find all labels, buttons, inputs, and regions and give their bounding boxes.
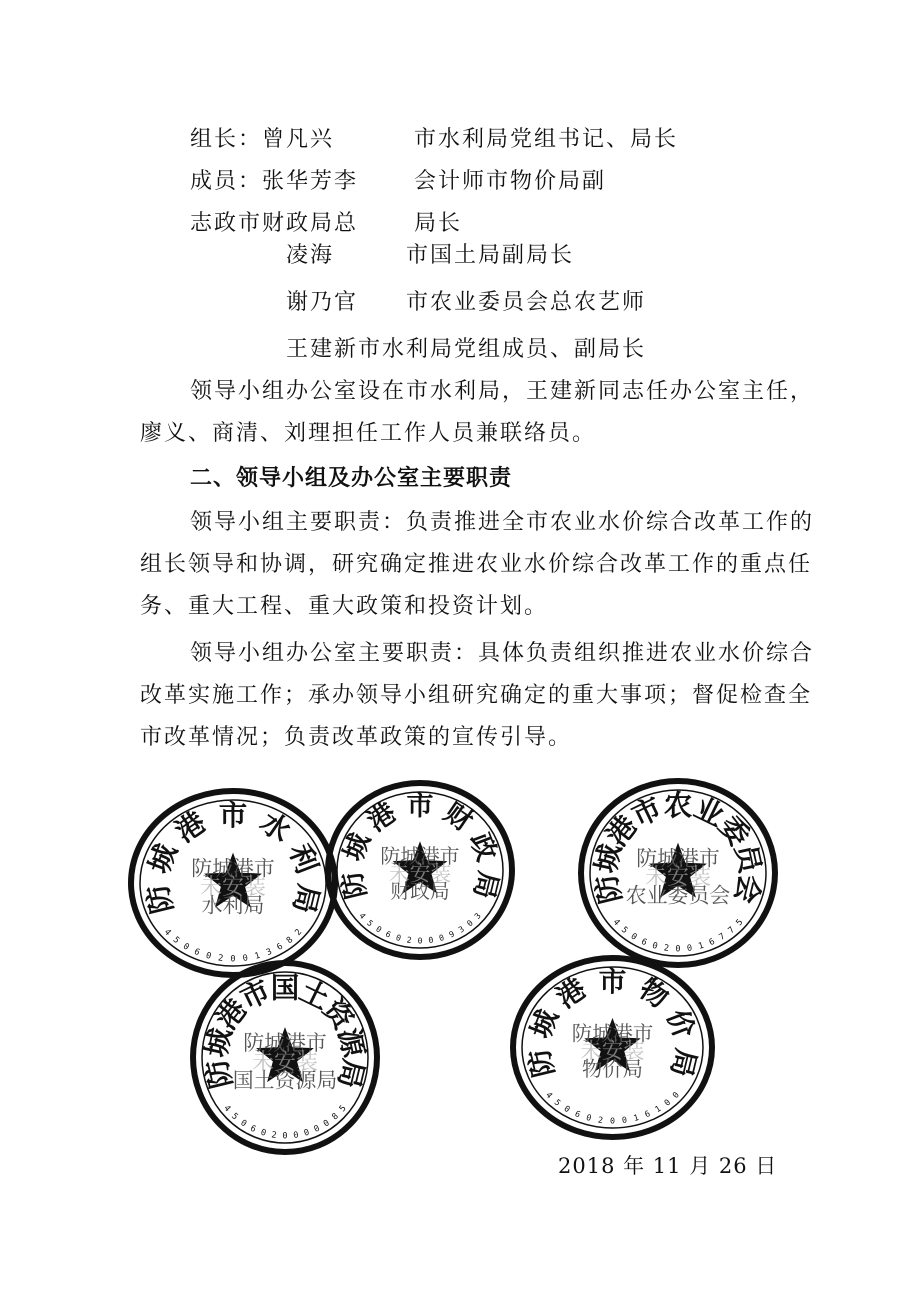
seal-ring-char: 城	[589, 841, 628, 876]
seal-overlay-bottom: 财政局	[390, 879, 450, 903]
seal-land-resources-bureau	[190, 960, 380, 1155]
seal-graphic	[128, 788, 338, 978]
seal-ring-char: 国	[270, 971, 300, 1005]
seal-finance-bureau	[325, 780, 515, 960]
seal-ring-char: 员	[728, 841, 767, 876]
signature-date: 2018 年 11 月 26 日	[558, 1154, 778, 1178]
office-line-1: 领导小组办公室设在市水利局，王建新同志任办公室主任，	[190, 379, 815, 404]
duty-p1-line-3: 务、重大工程、重大政策和投资计划。	[140, 594, 549, 619]
roster-line3-right: 局长	[414, 211, 463, 236]
seal-serial-char: 0	[628, 931, 639, 943]
seal-graphic	[510, 955, 715, 1140]
office-line-2: 廖义、商清、刘理担任工作人员兼联络员。	[140, 421, 597, 446]
seal-serial-char: 0	[621, 1114, 628, 1126]
seal-ring-char: 业	[689, 790, 730, 834]
seal-serial-char: 7	[726, 925, 737, 936]
seal-ring-char: 城	[523, 1004, 565, 1043]
seal-serial-char: 1	[253, 950, 262, 962]
seal-serial-char: 0	[242, 953, 249, 965]
seal-serial-char: 5	[229, 1111, 240, 1123]
seal-serial-char: 0	[282, 1131, 288, 1142]
seal-serial-char: 6	[248, 1123, 258, 1135]
seal-serial-char: 4	[543, 1089, 555, 1101]
seal-watermark: 未安装	[252, 1049, 318, 1075]
seal-ring-char: 水	[254, 805, 297, 849]
seal-water-bureau	[128, 788, 338, 978]
seal-ring-char: 市	[598, 965, 627, 999]
roster-line3-left: 志政市财政局总	[190, 211, 359, 236]
seal-ring-char: 市	[235, 973, 276, 1016]
member-line-wangjianxin: 王建新市水利局党组成员、副局长	[286, 337, 647, 362]
seal-overlay-top: 防城港市	[380, 845, 460, 869]
seal-ring-char: 市	[626, 790, 667, 834]
seal-watermark: 未安装	[200, 875, 266, 901]
seal-serial-char: 0	[562, 1103, 573, 1115]
seal-serial-char: 7	[717, 931, 728, 943]
seal-serial-char: 1	[632, 1111, 640, 1124]
seal-watermark: 未安装	[580, 1039, 645, 1065]
seal-ring-char: 局	[286, 881, 326, 917]
seal-serial-char: 0	[417, 935, 423, 946]
seal-ring-char: 防	[589, 871, 629, 907]
duty-p1-line-2: 组长领导和协调，研究确定推进农业水价综合改革工作的重点任	[140, 552, 813, 577]
seal-ring-char: 局	[664, 1045, 703, 1081]
seal-serial-char: 0	[302, 1127, 311, 1139]
seal-ring-char: 价	[660, 1004, 702, 1043]
seal-serial-char: 0	[609, 1115, 616, 1126]
member-title-linghai: 市国土局副局长	[406, 243, 575, 268]
seal-serial-char: 0	[321, 1118, 332, 1130]
seal-serial-char: 0	[662, 1096, 673, 1108]
seal-serial-char: 1	[697, 940, 706, 952]
seal-ring-char: 资	[316, 993, 360, 1036]
seal-serial-char: 0	[312, 1123, 322, 1135]
seal-graphic	[325, 780, 515, 960]
seal-graphic	[578, 778, 778, 968]
seal-ring-char: 港	[362, 797, 402, 838]
duty-p2-line-1: 领导小组办公室主要职责：具体负责组织推进农业水价综合	[190, 641, 815, 666]
seal-overlay-top: 防城港市	[571, 1021, 654, 1046]
seal-serial-char: 2	[406, 934, 413, 946]
seal-serial-char: 0	[437, 932, 446, 944]
seal-serial-char: 4	[161, 927, 173, 938]
seal-overlay-bottom: 物价局	[581, 1057, 644, 1082]
seal-serial-char: 4	[357, 910, 368, 921]
seal-ring-char: 防	[336, 868, 373, 902]
seal-serial-char: 3	[472, 910, 483, 921]
seal-serial-char: 2	[663, 943, 670, 955]
seal-serial-char: 6	[275, 941, 285, 953]
seal-serial-char: 0	[585, 1111, 593, 1124]
seal-watermark: 未安装	[645, 865, 711, 891]
seal-ring-char: 防	[140, 881, 180, 917]
seal-serial-char: 0	[650, 940, 659, 952]
seal-serial-char: 0	[230, 954, 236, 965]
seal-serial-char: 5	[337, 1103, 349, 1115]
leader-label: 组长：曾凡兴	[190, 127, 335, 152]
seal-serial-char: 5	[552, 1096, 563, 1108]
duty-p1-line-1: 领导小组主要职责：负责推进全市农业水价综合改革工作的	[190, 510, 815, 535]
duty-p2-line-2: 改革实施工作；承办领导小组研究确定的重大事项；督促检查全	[140, 683, 813, 708]
seal-serial-char: 4	[221, 1103, 233, 1115]
seal-serial-char: 2	[597, 1114, 604, 1126]
seal-serial-char: 0	[238, 1118, 249, 1130]
seal-serial-char: 8	[330, 1111, 341, 1123]
seal-overlay-top: 防城港市	[636, 846, 720, 871]
seal-agriculture-committee	[578, 778, 778, 968]
seal-ring-char: 港	[210, 993, 254, 1036]
seal-serial-char: 0	[181, 941, 191, 953]
member-title: 会计师市物价局副	[414, 169, 607, 194]
seal-ring-char: 财	[438, 797, 478, 838]
seal-overlay-top: 防城港市	[191, 856, 275, 881]
seal-serial-char: 0	[204, 950, 213, 962]
seal-serial-char: 6	[192, 946, 202, 959]
member-label: 成员：张华芳李	[190, 169, 359, 194]
seal-serial-char: 0	[259, 1127, 268, 1139]
seal-ring-char: 农	[663, 788, 693, 822]
seal-serial-char: 0	[427, 934, 434, 946]
seal-serial-char: 6	[639, 936, 649, 949]
member-name-linghai: 凌海	[286, 243, 335, 268]
seal-serial-char: 9	[447, 928, 456, 940]
seal-serial-char: 3	[456, 923, 466, 935]
seal-serial-char: 2	[293, 927, 305, 938]
seal-ring-char: 利	[282, 839, 324, 878]
seal-ring-char: 城	[337, 829, 377, 866]
seal-serial-char: 5	[619, 925, 630, 936]
seal-serial-char: 0	[464, 917, 475, 929]
member-name-xienaiguan: 谢乃官	[286, 290, 359, 315]
seal-ring-char: 城	[142, 839, 184, 878]
seal-ring-char: 港	[169, 805, 212, 849]
seal-serial-char: 3	[264, 946, 274, 959]
seal-serial-char: 0	[394, 932, 403, 944]
member-title-xienaiguan: 市农业委员会总农艺师	[406, 290, 647, 315]
seal-ring-char: 源	[331, 1025, 371, 1061]
seal-serial-char: 4	[610, 917, 622, 928]
seal-serial-char: 5	[734, 917, 746, 928]
seal-ring-char: 局	[467, 868, 504, 902]
seal-serial-char: 0	[374, 923, 384, 935]
seal-serial-char: 6	[384, 928, 393, 940]
seal-ring-char: 港	[550, 971, 592, 1015]
seal-serial-char: 1	[652, 1103, 663, 1115]
seal-ring-char: 城	[199, 1025, 239, 1061]
seal-price-bureau	[510, 955, 715, 1140]
seal-serial-char: 2	[217, 953, 224, 965]
seal-ring-char: 防	[199, 1056, 239, 1092]
seal-overlay-bottom: 农业委员会	[625, 883, 731, 908]
seal-serial-char: 0	[675, 944, 681, 955]
seal-serial-char: 8	[284, 935, 296, 946]
seal-serial-char: 6	[707, 936, 717, 949]
seal-serial-char: 2	[270, 1130, 278, 1142]
seal-ring-char: 会	[727, 871, 767, 907]
seal-serial-char: 0	[686, 943, 693, 955]
seal-ring-char: 土	[294, 973, 335, 1016]
seal-serial-char: 6	[642, 1108, 652, 1120]
seal-ring-char: 市	[406, 790, 434, 822]
seal-ring-char: 港	[600, 809, 644, 853]
seal-serial-char: 0	[292, 1130, 300, 1142]
seal-graphic	[190, 960, 380, 1155]
seal-ring-char: 市	[218, 798, 248, 832]
seal-serial-char: 5	[365, 917, 376, 929]
seal-serial-char: 6	[573, 1108, 583, 1120]
leader-title: 市水利局党组书记、局长	[414, 127, 679, 152]
seal-overlay-bottom: 水利局	[201, 893, 265, 918]
seal-ring-char: 委	[712, 809, 756, 853]
seal-watermark: 未安装	[388, 861, 452, 886]
seal-serial-char: 0	[670, 1089, 682, 1101]
seal-overlay-top: 防城港市	[243, 1030, 327, 1055]
seal-ring-char: 防	[522, 1045, 561, 1081]
seal-ring-char: 物	[633, 971, 675, 1015]
section-heading: 二、领导小组及办公室主要职责	[190, 466, 513, 491]
seal-serial-char: 5	[170, 935, 182, 946]
seal-overlay-bottom: 国土资源局	[232, 1068, 338, 1093]
seal-ring-char: 政	[463, 829, 503, 866]
seal-ring-char: 局	[331, 1056, 371, 1092]
duty-p2-line-3: 市改革情况；负责改革政策的宣传引导。	[140, 725, 573, 750]
